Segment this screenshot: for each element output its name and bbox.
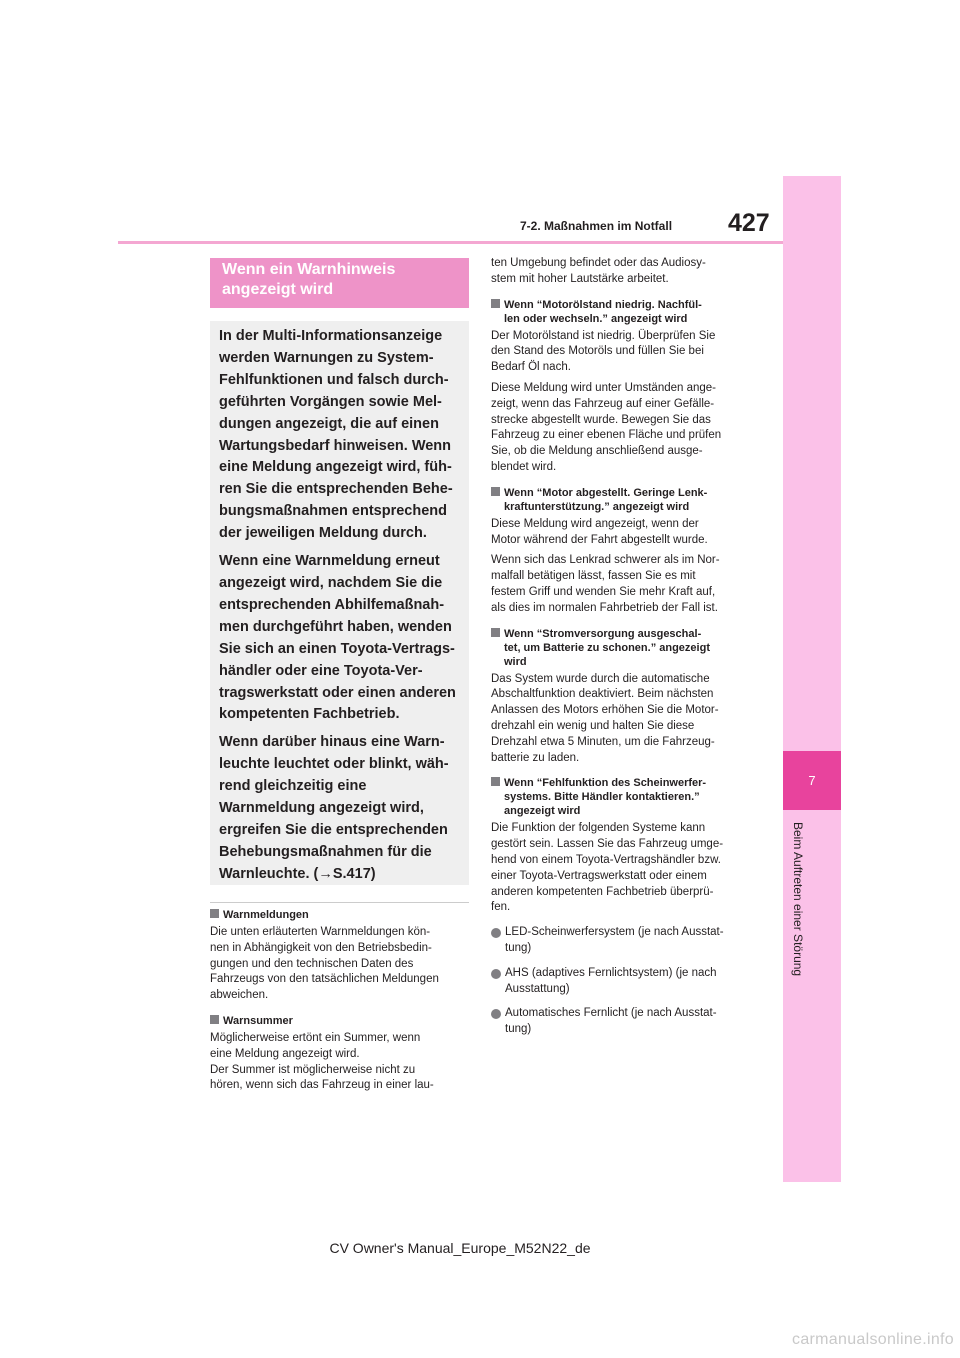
text-line: strecke abgestellt wurde. Bewegen Sie das [491,413,711,426]
subheading-text: systems. Bitte Händler kontaktieren.” [504,791,700,804]
left-column [210,908,472,1099]
text-line: als dies im normalen Fahrbetrieb der Fall ist. [491,601,718,614]
section-divider [210,902,469,903]
text-line: eine Meldung angezeigt wird, füh- [219,459,452,476]
text-line: Die unten erläuterten Warnmeldungen kön- [210,926,431,938]
text-line: Möglicherweise ertönt ein Summer, wenn [210,1031,421,1044]
text-line: anderen kompetenten Fachbetrieb überprü- [491,885,714,898]
text-line: gungen und den technischen Daten des [210,957,414,970]
paragraph [491,329,753,376]
header-rule [118,241,783,244]
text-line: Sie, ob die Meldung anschließend ausge- [491,445,703,458]
paragraph [491,256,753,288]
list-item [491,1006,753,1038]
text-line: Ausstattung) [505,982,570,995]
circle-bullet-icon [491,1009,501,1019]
subheading-oil-level [491,298,753,326]
square-bullet-icon [210,909,219,918]
warning-heading-line: angezeigt wird [222,281,334,298]
text-line: der jeweiligen Meldung durch. [219,525,427,542]
text-line: tung) [505,1023,532,1036]
text-line: angezeigt wird, nachdem Sie die [219,574,443,591]
text-line: rend gleichzeitig eine [219,778,367,795]
subheading-warnmeldungen [210,908,472,922]
page-number: 427 [728,209,770,237]
chapter-title-label: Beim Auftreten einer Störung [791,822,805,977]
chapter-side-tab [783,176,841,1182]
intro-paragraph-2 [219,551,459,726]
subheading-line [491,627,753,641]
text-line: batterie zu laden. [491,751,580,764]
text-line: blendet wird. [491,460,557,473]
subheading-text: Warnsummer [223,1014,293,1027]
text-line: tragswerkstatt oder einen anderen [219,684,456,701]
paragraph [491,381,753,476]
paragraph [491,553,753,616]
text-line: nen in Abhängigkeit von den Betriebsbedin- [210,941,432,954]
subheading-engine-stopped [491,486,753,514]
square-bullet-icon [491,777,500,786]
text-line: drehzahl ein wenig und halten Sie diese [491,719,695,732]
text-line: Motor während der Fahrt abgestellt wurde. [491,533,708,546]
text-line: Das System wurde durch die automatische [491,672,710,685]
watermark[interactable]: carmanualsonline.info [792,1331,954,1348]
text-line: eine Meldung angezeigt wird. [210,1047,360,1060]
list-item [491,925,753,957]
text-line: Drehzahl etwa 5 Minuten, um die Fahrzeug- [491,735,715,748]
text-line: Behebungsmaßnahmen für die [219,843,432,860]
footer-doc-id: CV Owner's Manual_Europe_M52N22_de [329,1240,591,1256]
subheading-text: tet, um Batterie zu schonen.” angezeigt [504,641,710,654]
intro-paragraph-3 [219,732,459,885]
subheading-text: len oder wechseln.” angezeigt wird [504,312,688,325]
text-line: Der Motorölstand ist niedrig. Überprüfen Sie [491,329,716,342]
subheading-line [491,776,753,790]
text-line: Diese Meldung wird angezeigt, wenn der [491,517,699,530]
subheading-text: Wenn “Stromversorgung ausgeschal- [504,627,702,640]
paragraph [491,821,753,916]
text-line: ren Sie die entsprechenden Behe- [219,481,453,498]
paragraph [491,672,753,767]
text-line: malfall betätigen lässt, fassen Sie es mit [491,570,696,583]
paragraph [210,925,472,1004]
text-line: gestört sein. Lassen Sie das Fahrzeug umge- [491,838,724,851]
square-bullet-icon [491,299,500,308]
text-line: Diese Meldung wird unter Umständen ange- [491,381,717,394]
circle-bullet-icon [491,928,501,938]
text-line: Bedarf Öl nach. [491,361,571,374]
subheading-text: Wenn “Motor abgestellt. Geringe Lenk- [504,486,708,499]
text-line: ergreifen Sie die entsprechenden [219,821,448,838]
text-line: Wartungsbedarf hinweisen. Wenn [219,437,452,454]
warning-heading [210,258,469,308]
section-label: 7-2. Maßnahmen im Notfall [520,219,673,233]
subheading-text: kraftunterstützung.” angezeigt wird [504,500,690,513]
square-bullet-icon [491,487,500,496]
subheading-text: Warnmeldungen [223,909,309,921]
subheading-text: Wenn “Motorölstand niedrig. Nachfül- [504,298,702,311]
subheading-warnsummer [210,1014,472,1028]
text-line: Wenn sich das Lenkrad schwerer als im Nor- [491,554,720,567]
text-line: Sie sich an einen Toyota-Vertrags- [219,640,455,657]
text-line: AHS (adaptives Fernlichtsystem) (je nach [505,966,717,979]
text-line: Fahrzeug zu einer ebenen Fläche und prüfen [491,429,722,442]
subheading-text: wird [504,655,527,668]
warning-heading-line: Wenn ein Warnhinweis [222,261,396,278]
text-line: hend von einem Toyota-Vertragshändler bzw. [491,853,721,866]
subheading-line [491,486,753,500]
text-line: geführten Vorgängen sowie Mel- [219,393,442,410]
intro-box [210,321,469,885]
text-line: Der Summer ist möglicherweise nicht zu [210,1063,416,1076]
paragraph [210,1031,472,1094]
text-line: hören, wenn sich das Fahrzeug in einer lau- [210,1079,434,1092]
text-line: men durchgeführt haben, wenden [219,618,452,635]
text-line: Wenn eine Warnmeldung erneut [219,553,440,570]
text-line: den Stand des Motoröls und füllen Sie bei [491,345,704,358]
subheading-text: Wenn “Fehlfunktion des Scheinwerfer- [504,777,707,790]
text-line: festem Griff und wenden Sie mehr Kraft auf, [491,585,716,598]
text-line: Fehlfunktionen und falsch durch- [219,371,449,388]
text-line: abweichen. [210,989,269,1002]
text-line: stem mit hoher Lautstärke arbeitet. [491,272,669,285]
text-line: Wenn darüber hinaus eine Warn- [219,734,445,751]
paragraph [491,517,753,549]
intro-paragraph-1 [219,326,459,545]
text-line: bungsmaßnahmen entsprechend [219,503,448,520]
text-line: fen. [491,901,511,914]
text-line: Anlassen des Motors erhöhen Sie die Motor- [491,704,719,717]
subheading-line [491,298,753,312]
square-bullet-icon [210,1015,219,1024]
text-line: tung) [505,941,532,954]
text-line: kompetenten Fachbetrieb. [219,706,400,723]
text-line: Fahrzeugs von den tatsächlichen Meldungen [210,973,439,986]
text-line: entsprechenden Abhilfemaßnah- [219,596,445,613]
text-line: werden Warnungen zu System- [219,349,434,366]
text-line: LED-Scheinwerfersystem (je nach Ausstat- [505,926,724,939]
text-line: einer Toyota-Vertragswerkstatt oder einem [491,869,707,882]
circle-bullet-icon [491,969,501,979]
text-line: dungen angezeigt, die auf einen [219,415,439,432]
chapter-number-tab[interactable]: 7 [783,751,841,810]
page-reference-link[interactable]: Warnleuchte. (→S.417) [219,865,376,882]
subheading-headlight-malfunction [491,776,753,818]
square-bullet-icon [491,628,500,637]
text-line: Abschaltfunktion deaktiviert. Beim nächsten [491,688,714,701]
subheading-text: angezeigt wird [504,805,581,818]
text-line: ten Umgebung befindet oder das Audiosy- [491,257,706,269]
text-line: Die Funktion der folgenden Systeme kann [491,822,706,835]
text-line: leuchte leuchtet oder blinkt, wäh- [219,756,449,773]
text-line: Warnmeldung angezeigt wird, [219,800,424,817]
right-column [491,256,753,1043]
subheading-power-off [491,627,753,669]
text-line: Automatisches Fernlicht (je nach Ausstat- [505,1007,717,1020]
text-line: In der Multi-Informationsanzeige [219,328,443,344]
list-item [491,966,753,998]
text-line: händler oder eine Toyota-Ver- [219,662,423,679]
text-line: zeigt, wenn das Fahrzeug auf einer Gefälle- [491,397,715,410]
